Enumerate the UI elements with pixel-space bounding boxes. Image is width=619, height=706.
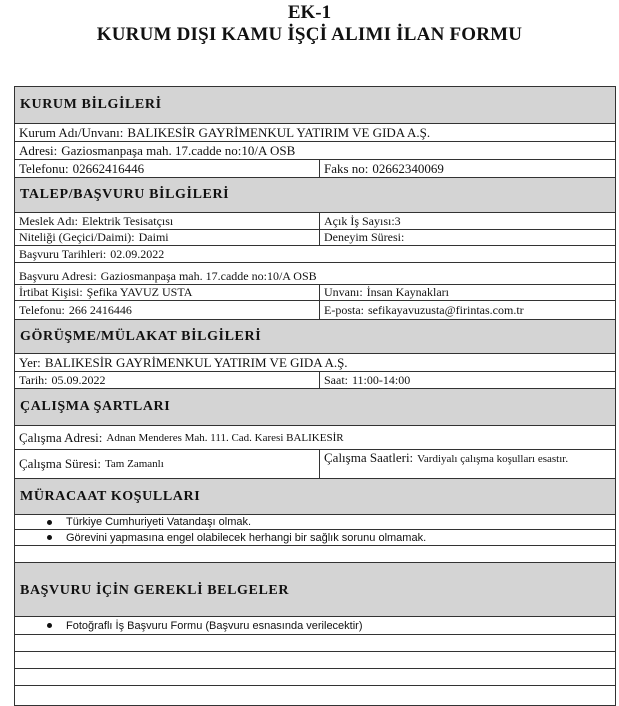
talep-telefon-value: 266 2416446 <box>68 302 132 317</box>
irtibat-label: İrtibat Kişisi: <box>19 285 83 299</box>
section-talep-basvuru: TALEP/BAŞVURU BİLGİLERİ <box>15 177 615 212</box>
kurum-faks-value: 02662340069 <box>372 160 444 176</box>
acik-is-label: Açık İş Sayısı: <box>324 213 395 228</box>
calisma-adres-row <box>15 425 615 449</box>
nitelik-value: Daimi <box>138 230 169 244</box>
calisma-saat-value: Vardiyalı çalışma koşulları esastır. <box>417 453 569 465</box>
muracaat-item-text: Görevini yapmasına engel olabilecek herhangi bir sağlık sorunu olmamak. <box>66 531 427 544</box>
acik-is-value: 3 <box>394 213 401 228</box>
unvan-label: Unvanı: <box>324 285 363 299</box>
eposta-label: E-posta: <box>324 302 364 317</box>
calisma-saat-label: Çalışma Saatleri: <box>324 450 414 465</box>
muracaat-item <box>15 529 615 545</box>
nitelik-label: Niteliği (Geçici/Daimi): <box>19 230 135 244</box>
section-gerekli-belgeler: BAŞVURU İÇİN GEREKLİ BELGELER <box>15 562 615 616</box>
basvuru-tarih-label: Başvuru Tarihleri: <box>19 246 107 261</box>
section-muracaat-kosullari: MÜRACAAT KOŞULLARI <box>15 478 615 514</box>
calisma-sure-label: Çalışma Süresi: <box>19 456 101 471</box>
belge-empty-row <box>15 685 615 699</box>
basvuru-adres-value: Gaziosmanpaşa mah. 17.cadde no:10/A OSB <box>100 269 317 283</box>
bullet-icon <box>47 623 52 628</box>
belge-empty-row <box>15 668 615 685</box>
gorusme-yer-row <box>15 353 615 371</box>
meslek-value: Elektrik Tesisatçısı <box>82 213 174 228</box>
kurum-adres-row <box>15 141 615 159</box>
gorusme-tarih-value: 05.09.2022 <box>51 372 106 387</box>
section-calisma-sartlari: ÇALIŞMA ŞARTLARI <box>15 388 615 425</box>
irtibat-value: Şefika YAVUZ USTA <box>86 285 193 299</box>
calisma-sure-row <box>15 449 615 478</box>
kurum-adres-label: Adresi: <box>19 142 58 158</box>
kurum-adres-value: Gaziosmanpaşa mah. 17.cadde no:10/A OSB <box>61 142 296 158</box>
talep-telefon-label: Telefonu: <box>19 302 65 317</box>
basvuru-tarih-value: 02.09.2022 <box>110 246 165 261</box>
talep-adres-row <box>15 262 615 284</box>
talep-tarih-row <box>15 245 615 262</box>
talep-nitelik-row <box>15 229 615 245</box>
talep-irtibat-row <box>15 284 615 300</box>
bullet-icon <box>47 535 52 540</box>
belge-empty-row <box>15 651 615 668</box>
form-title: KURUM DIŞI KAMU İŞÇİ ALIMI İLAN FORMU <box>96 24 523 45</box>
muracaat-empty-row <box>15 545 615 562</box>
deneyim-label: Deneyim Süresi: <box>324 230 405 244</box>
eposta-value: sefikayavuzusta@firintas.com.tr <box>368 302 524 317</box>
kurum-adi-label: Kurum Adı/Unvanı: <box>19 124 124 140</box>
muracaat-item <box>15 514 615 529</box>
gorusme-tarih-label: Tarih: <box>19 372 48 387</box>
annex-label: EK-1 <box>287 2 332 23</box>
belge-empty-row <box>15 634 615 651</box>
basvuru-adres-label: Başvuru Adresi: <box>19 269 97 283</box>
gorusme-tarih-row <box>15 371 615 388</box>
bullet-icon <box>47 520 52 525</box>
calisma-adres-value: Adnan Menderes Mah. 111. Cad. Karesi BALIKESİR <box>106 431 344 444</box>
announcement-form <box>14 86 616 706</box>
gorusme-saat-label: Saat: <box>324 372 348 387</box>
muracaat-item-text: Türkiye Cumhuriyeti Vatandaşı olmak. <box>66 516 252 528</box>
meslek-label: Meslek Adı: <box>19 213 78 228</box>
gorusme-saat-value: 11:00-14:00 <box>352 372 411 387</box>
kurum-adi-row <box>15 123 615 141</box>
talep-telefon-row <box>15 300 615 319</box>
unvan-value: İnsan Kaynakları <box>366 285 449 299</box>
talep-meslek-row <box>15 212 615 229</box>
kurum-telefon-row <box>15 159 615 177</box>
belge-item <box>15 616 615 634</box>
belge-item-text: Fotoğraflı İş Başvuru Formu (Başvuru esnasında verilecektir) <box>66 619 363 632</box>
kurum-telefon-label: Telefonu: <box>19 160 69 176</box>
kurum-adi-value: BALIKESİR GAYRİMENKUL YATIRIM VE GIDA A.Ş. <box>127 124 431 140</box>
kurum-faks-label: Faks no: <box>324 160 369 176</box>
section-gorusme-mulakat: GÖRÜŞME/MÜLAKAT BİLGİLERİ <box>15 319 615 353</box>
calisma-sure-value: Tam Zamanlı <box>104 458 164 470</box>
kurum-telefon-value: 02662416446 <box>72 160 145 176</box>
calisma-adres-label: Çalışma Adresi: <box>19 429 103 445</box>
gorusme-yer-value: BALIKESİR GAYRİMENKUL YATIRIM VE GIDA A.Ş. <box>44 354 348 370</box>
section-kurum-bilgileri: KURUM BİLGİLERİ <box>15 86 615 123</box>
gorusme-yer-label: Yer: <box>19 354 41 370</box>
